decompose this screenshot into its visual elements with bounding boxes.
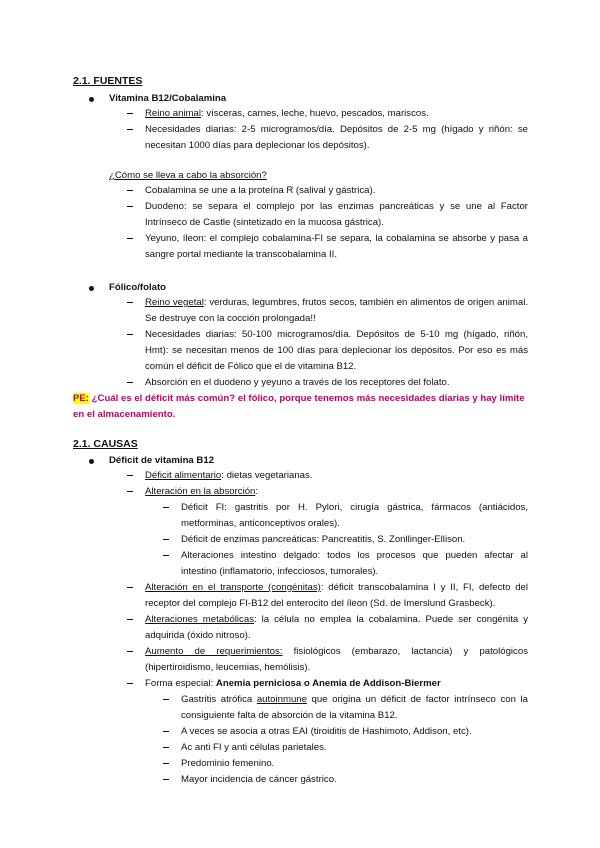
causa-absorcion <box>145 484 528 500</box>
b12-reino-text: : vísceras, carnes, leche, huevo, pescados, mariscos. <box>201 108 429 119</box>
perniciosa-5: Mayor incidencia de cáncer gástrico. <box>181 774 337 785</box>
causas-title: Déficit de vitamina B12 <box>109 455 215 466</box>
dash <box>163 507 169 508</box>
dash <box>127 334 133 335</box>
abs-intestino: Alteraciones intestino delgado: todos los procesos que pueden afectar al intestino (inflamatorio, infecciosos, tumorales). <box>181 550 528 577</box>
forma-bold: Anemia perniciosa o Anemia de Addison-Biermer <box>215 678 441 689</box>
bullet <box>89 459 94 464</box>
metabolicas-text: : la célula no emplea la cobalamina. Puede ser congénita y adquirida (óxido nitroso). <box>145 614 528 641</box>
causa-transporte <box>145 580 528 612</box>
dash <box>127 491 133 492</box>
abs-deficit-enzimas: Déficit de enzimas pancreáticas: Pancreatitis, S. Zonllinger-Ellison. <box>181 534 466 545</box>
b12-reino-label: Reino animal <box>145 108 201 119</box>
metabolicas-label: Alteraciones metabólicas <box>145 614 254 625</box>
perniciosa-3: Ac anti FI y anti células parietales. <box>181 742 327 753</box>
abs-step-3: Yeyuno, íleon: el complejo cobalamina-FI se separa, la cobalamina se absorbe y pasa a sangre portal mediante la transcobalamina II. <box>145 233 528 260</box>
dash <box>127 190 133 191</box>
b12-reino <box>145 106 528 122</box>
perniciosa-4: Predominio femenino. <box>181 758 275 769</box>
absorcion-text: : <box>255 486 259 497</box>
dash <box>163 731 169 732</box>
folato-reino <box>145 295 528 327</box>
alimentario-text: : dietas vegetarianas. <box>221 470 313 481</box>
perniciosa-1 <box>181 692 528 724</box>
forma-pre: Forma especial: <box>145 678 216 689</box>
heading-causas: 2.1. CAUSAS <box>73 438 138 450</box>
abs-deficit-fi: Déficit FI: gastritis por H. Pylori, cirugía gástrica, fármacos (antiácidos, metforminas, anticonceptivos orales). <box>181 502 528 529</box>
dash <box>127 619 133 620</box>
dash <box>127 683 133 684</box>
folato-reino-text: : verduras, legumbres, frutos secos, también en alimentos de origen animal. Se destruye con la cocción prolongada!! <box>145 297 528 324</box>
folato-title: Fólico/folato <box>109 282 167 293</box>
aumento-text: fisiológicos (embarazo, lactancia) y patológicos (hipertiroidismo, leucemias, hemólisis). <box>145 646 528 673</box>
alimentario-label: Déficit alimentario <box>145 470 222 481</box>
absorcion-label: Alteración en la absorción <box>145 486 256 497</box>
dash <box>127 382 133 383</box>
pe-text: ¿Cuál es el déficit más común? el fólico, porque tenemos más necesidades diarias y hay límite en el almacenamiento. <box>73 393 525 420</box>
b12-title: Vitamina B12/Cobalamina <box>109 93 227 104</box>
pe-note <box>73 391 528 423</box>
causa-metabolicas <box>145 612 528 644</box>
dash <box>127 238 133 239</box>
bullet <box>89 97 94 102</box>
dash <box>127 129 133 130</box>
causa-aumento <box>145 644 528 676</box>
perni-1-u: autoinmune <box>256 694 307 705</box>
transporte-text: : déficit transcobalamina I y II, FI, defecto del receptor del complejo FI-B12 del enterocito del íleon (Sd. de Imerslund Grasbeck). <box>145 582 528 609</box>
pe-label: PE: <box>73 393 89 404</box>
dash <box>127 302 133 303</box>
absorcion-question: ¿Cómo se lleva a cabo la absorción? <box>109 170 267 181</box>
perni-1-b: que origina un déficit de factor intrínseco con la consiguiente falta de absorción de la vitamina B12. <box>181 694 528 721</box>
dash <box>163 747 169 748</box>
dash <box>127 475 133 476</box>
abs-step-2: Duodeno: se separa el complejo por las enzimas pancreáticas y se une al Factor Intrínseco de Castle (sintetizado en la mucosa gástrica). <box>145 201 528 228</box>
dash <box>163 555 169 556</box>
folato-necesidades: Necesidades diarias: 50-100 microgramos/día. Depósitos de 5-10 mg (hígado, riñón, Hmt): se necesitan menos de 100 días para deplecionar los depósitos. Por eso es más común el déficit de Fólico que el de vitamina B12. <box>145 329 528 372</box>
heading-fuentes: 2.1. FUENTES <box>73 75 143 87</box>
folato-absorcion: Absorción en el duodeno y yeyuno a través de los receptores del folato. <box>145 377 450 388</box>
dash <box>163 763 169 764</box>
dash <box>163 539 169 540</box>
dash <box>127 651 133 652</box>
bullet <box>89 286 94 291</box>
dash <box>163 779 169 780</box>
dash <box>127 113 133 114</box>
aumento-label: Aumento de requerimientos: <box>145 646 283 657</box>
perniciosa-2: A veces se asocia a otras EAI (tiroiditis de Hashimoto, Addison, etc). <box>181 726 472 737</box>
transporte-label: Alteración en el transporte (congénitas) <box>145 582 321 593</box>
dash <box>163 699 169 700</box>
dash <box>127 587 133 588</box>
folato-reino-label: Reino vegetal <box>145 297 204 308</box>
b12-necesidades: Necesidades diarias: 2-5 microgramos/día. Depósitos de 2-5 mg (hígado y riñón: se necesitan 1000 días para deplecionar los depósitos). <box>145 124 528 151</box>
forma-especial <box>145 676 528 692</box>
dash <box>127 206 133 207</box>
perni-1-a: Gastritis atrófica <box>181 694 257 705</box>
causa-alimentario <box>145 468 528 484</box>
abs-step-1: Cobalamina se une a la proteína R (salival y gástrica). <box>145 185 376 196</box>
